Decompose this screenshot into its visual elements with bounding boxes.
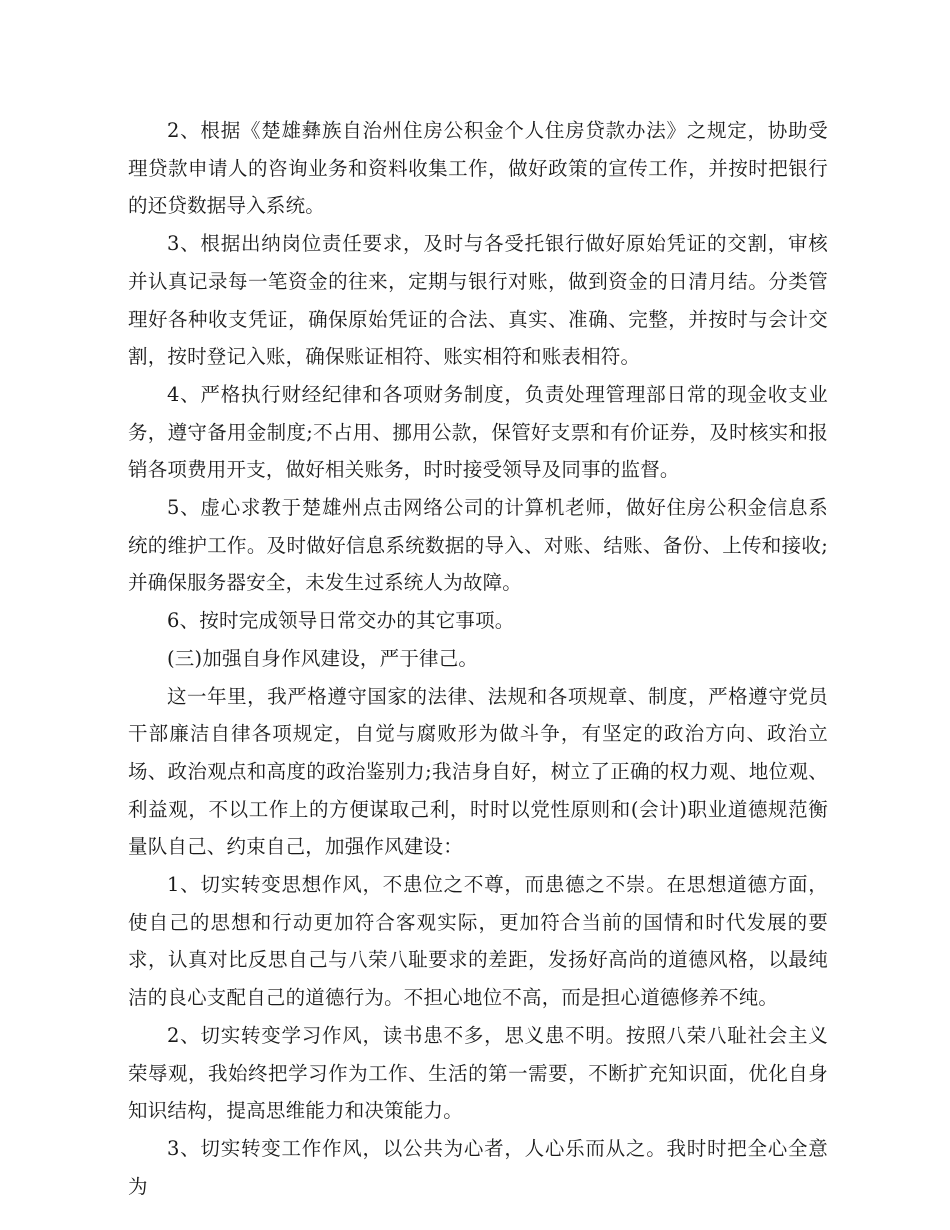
- paragraph-thinking-style: 1、切实转变思想作风，不患位之不尊，而患德之不崇。在思想道德方面，使自己的思想和行动更加符合客观实际，更加符合当前的国情和时代发展的要求，认真对比反思自己与八荣八耻要求的差距，发扬好高尚的道德风格，以最纯洁的良心支配自己的道德行为。不担心地位不高，而是担心道德修养不纯。: [128, 873, 828, 1010]
- paragraph-year-summary: 这一年里，我严格遵守国家的法律、法规和各项规章、制度，严格遵守党员干部廉洁自律各项规定，自觉与腐败形为做斗争，有坚定的政治方向、政治立场、政治观点和高度的政治鉴别力;我洁身自好，树立了正确的权力观、地位观、利益观，不以工作上的方便谋取己利，时时以党性原则和(会计)职业道德规范衡量队自己、约束自己，加强作风建设：: [128, 684, 828, 859]
- document-body: [128, 112, 828, 1205]
- paragraph-work-style: 3、切实转变工作作风，以公共为心者，人心乐而从之。我时时把全心全意为: [128, 1136, 828, 1198]
- paragraph-cashier-duties: 3、根据出纳岗位责任要求，及时与各受托银行做好原始凭证的交割，审核并认真记录每一笔资金的往来，定期与银行对账，做到资金的日清月结。分类管理好各种收支凭证，确保原始凭证的合法、真实、准确、完整，并按时与会计交割，按时登记入账，确保账证相符、账实相符和账表相符。: [128, 232, 828, 369]
- paragraph-other-tasks: 6、按时完成领导日常交办的其它事项。: [167, 609, 515, 633]
- paragraph-financial-discipline: 4、严格执行财经纪律和各项财务制度，负责处理管理部日常的现金收支业务，遵守备用金制度;不占用、挪用公款，保管好支票和有价证券，及时核实和报销各项费用开支，做好相关账务，时时接受领导及同事的监督。: [128, 382, 828, 482]
- paragraph-system-maintenance: 5、虚心求教于楚雄州点击网络公司的计算机老师，做好住房公积金信息系统的维护工作。及时做好信息系统数据的导入、对账、结账、备份、上传和接收;并确保服务器安全，未发生过系统人为故障。: [128, 496, 828, 595]
- section-heading-self-discipline: (三)加强自身作风建设，严于律己。: [167, 646, 479, 670]
- paragraph-loan-assistance: 2、根据《楚雄彝族自治州住房公积金个人住房贷款办法》之规定，协助受理贷款申请人的咨询业务和资料收集工作，做好政策的宣传工作，并按时把银行的还贷数据导入系统。: [128, 119, 828, 218]
- paragraph-study-style: 2、切实转变学习作风，读书患不多，思义患不明。按照八荣八耻社会主义荣辱观，我始终把学习作为工作、生活的第一需要，不断扩充知识面，优化自身知识结构，提高思维能力和决策能力。: [128, 1023, 828, 1123]
